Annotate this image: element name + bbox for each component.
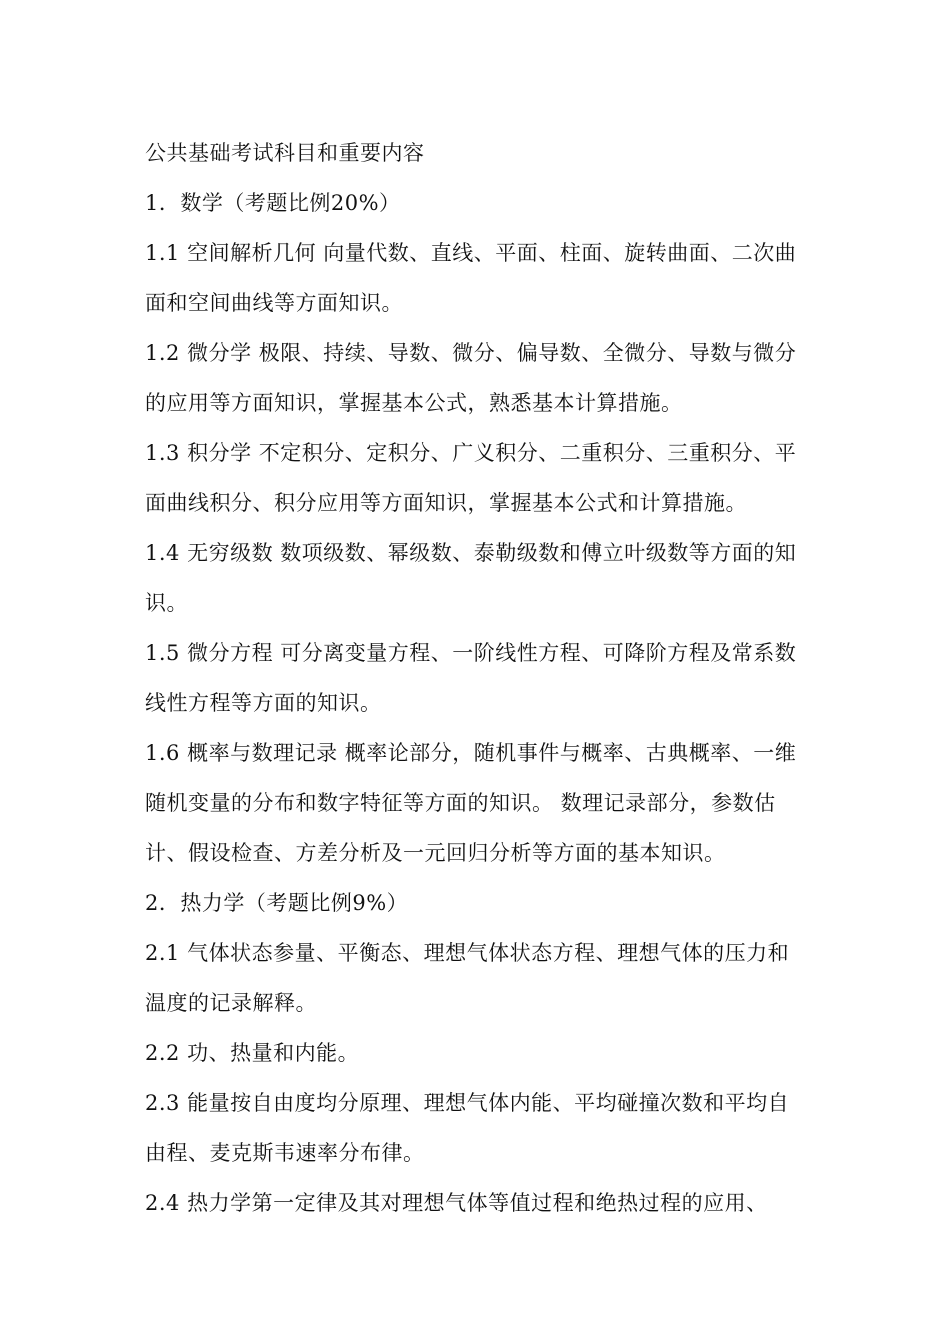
document-title: 公共基础考试科目和重要内容 [145,141,425,165]
paragraph-1-4: 1.4 无穷级数 数项级数、幂级数、泰勒级数和傅立叶级数等方面的知识。 [145,541,797,615]
paragraph-2-4: 2.4 热力学第一定律及其对理想气体等值过程和绝热过程的应用、 [145,1191,768,1215]
section-heading-math: 1．数学（考题比例20%） [145,191,401,215]
paragraph-1-5: 1.5 微分方程 可分离变量方程、一阶线性方程、可降阶方程及常系数线性方程等方面的知识。 [145,641,797,715]
document-body [145,128,810,1228]
paragraph-2-3: 2.3 能量按自由度均分原理、理想气体内能、平均碰撞次数和平均自由程、麦克斯韦速率分布律。 [145,1091,790,1165]
paragraph-2-1: 2.1 气体状态参量、平衡态、理想气体状态方程、理想气体的压力和温度的记录解释。 [145,941,790,1015]
paragraph-1-1: 1.1 空间解析几何 向量代数、直线、平面、柱面、旋转曲面、二次曲面和空间曲线等方面知识。 [145,241,797,315]
paragraph-1-6: 1.6 概率与数理记录 概率论部分，随机事件与概率、古典概率、一维随机变量的分布和数字特征等方面的知识。 数理记录部分，参数估计、假设检查、方差分析及一元回归分析等方面的基本知识。 [145,741,797,865]
paragraph-1-3: 1.3 积分学 不定积分、定积分、广义积分、二重积分、三重积分、平面曲线积分、积分应用等方面知识，掌握基本公式和计算措施。 [145,441,797,515]
section-heading-thermodynamics: 2．热力学（考题比例9%） [145,891,409,915]
paragraph-1-2: 1.2 微分学 极限、持续、导数、微分、偏导数、全微分、导数与微分的应用等方面知识，掌握基本公式，熟悉基本计算措施。 [145,341,797,415]
paragraph-2-2: 2.2 功、热量和内能。 [145,1041,360,1065]
